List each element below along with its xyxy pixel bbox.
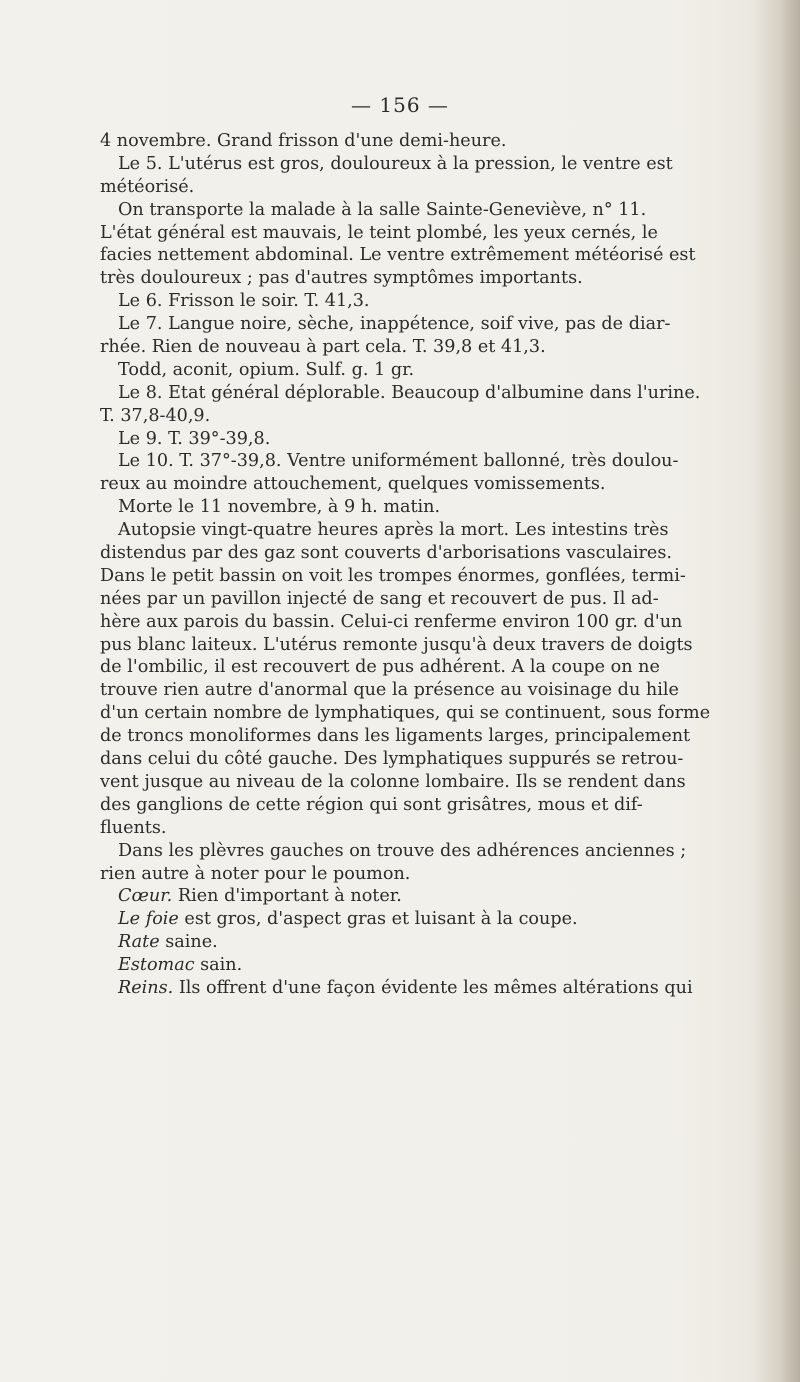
organ-line [100,908,790,931]
text-line: reux au moindre attouchement, quelques vomissements. [100,474,606,495]
organ-name: Le foie [118,909,179,930]
organ-finding: Rien d'important à noter. [172,886,402,907]
text-line: Le 6. Frisson le soir. T. 41,3. [118,291,370,312]
organ-finding: Ils offrent d'une façon évidente les mêmes altérations qui [173,977,693,998]
text-line: pus blanc laiteux. L'utérus remonte jusqu'à deux travers de doigts [100,634,693,655]
text-line: de l'ombilic, il est recouvert de pus adhérent. A la coupe on ne [100,657,660,678]
organ-line [100,885,790,908]
organ-finding: saine. [159,932,218,953]
text-line: rhée. Rien de nouveau à part cela. T. 39,8 et 41,3. [100,337,546,358]
organ-line [100,977,790,1000]
text-line: des ganglions de cette région qui sont grisâtres, mous et dif- [100,794,643,815]
text-line: T. 37,8-40,9. [100,405,211,426]
organ-name: Reins. [118,977,174,998]
text-line: Le 8. Etat général déplorable. Beaucoup d'albumine dans l'urine. [118,382,701,403]
text-line: Le 5. L'utérus est gros, douloureux à la pression, le ventre est [118,153,673,174]
text-line: 4 novembre. Grand frisson d'une demi-heure. [100,131,507,151]
text-line: Autopsie vingt-quatre heures après la mort. Les intestins très [118,520,669,541]
text-line: dans celui du côté gauche. Des lymphatiques suppurés se retrou- [100,749,684,770]
text-line: vent jusque au niveau de la colonne lombaire. Ils se rendent dans [100,771,686,792]
organ-line [100,931,790,954]
text-line: rien autre à noter pour le poumon. [100,863,411,884]
text-line: distendus par des gaz sont couverts d'arborisations vasculaires. [100,543,672,564]
text-line: Le 9. T. 39°-39,8. [118,428,271,449]
organ-finding: sain. [194,955,243,976]
paragraph-lines [100,130,790,885]
text-line: Todd, aconit, opium. Sulf. g. 1 gr. [118,359,415,380]
text-line: d'un certain nombre de lymphatiques, qui se continuent, sous forme [100,703,711,724]
organ-name: Cœur. [118,886,173,907]
text-line: hère aux parois du bassin. Celui-ci renferme environ 100 gr. d'un [100,611,683,632]
text-line: Le 10. T. 37°-39,8. Ventre uniformément ballonné, très doulou- [118,451,679,472]
page-number: — 156 — [351,93,449,117]
organ-finding: est gros, d'aspect gras et luisant à la coupe. [178,909,578,930]
text-line: météorisé. [100,176,195,197]
text-line: Dans les plèvres gauches on trouve des adhérences anciennes ; [118,840,687,861]
text-line: très douloureux ; pas d'autres symptômes importants. [100,268,583,289]
body-text [100,130,790,1000]
text-line: fluents. [100,817,167,838]
text-line: Le 7. Langue noire, sèche, inappétence, soif vive, pas de diar- [118,314,671,335]
text-line: Dans le petit bassin on voit les trompes énormes, gonflées, termi- [100,565,686,586]
text-line: facies nettement abdominal. Le ventre extrêmement météorisé est [100,245,696,266]
text-line: L'état général est mauvais, le teint plombé, les yeux cernés, le [100,222,658,243]
organ-name: Rate [118,932,160,953]
text-line: de troncs monoliformes dans les ligaments larges, principalement [100,726,691,747]
text-line: Morte le 11 novembre, à 9 h. matin. [118,497,441,518]
text-line: nées par un pavillon injecté de sang et recouvert de pus. Il ad- [100,588,659,609]
organ-findings [100,885,790,999]
text-line: trouve rien autre d'anormal que la présence au voisinage du hile [100,680,679,701]
organ-name: Estomac [118,955,195,976]
text-line: On transporte la malade à la salle Sainte-Geneviève, n° 11. [118,199,647,220]
organ-line [100,954,790,977]
